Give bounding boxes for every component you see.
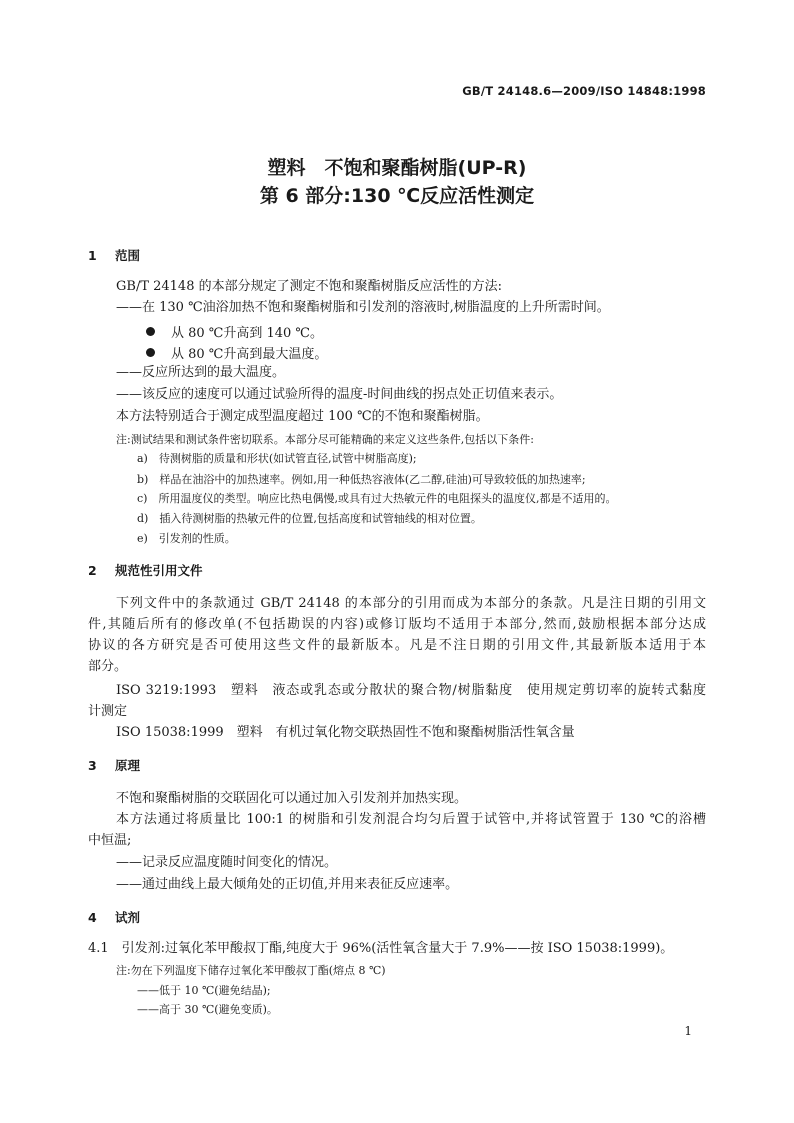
principle-dash-2: ——通过曲线上最大倾角处的正切值,并用来表征反应速率。 [116,877,459,892]
scope-note-b: b) 样品在油浴中的加热速率。例如,用一种低热容液体(乙二醇,硅油)可导致较低的加热速率; [137,473,586,486]
section-title: 原理 [115,758,141,773]
refs-line-1: 下列文件中的条款通过 GB/T 24148 的本部分的引用而成为本部分的条款。凡是注日期的引用文 [116,596,706,611]
section-2-heading [88,561,203,579]
scope-bullet-2: 从 80 ℃升高到最大温度。 [146,343,327,362]
scope-bullet-1: 从 80 ℃升高到 140 ℃。 [146,322,323,341]
refs-line-3: 协议的各方研究是否可使用这些文件的最新版本。凡是不注日期的引用文件,其最新版本适用于本 [88,638,706,653]
scope-dash-2: ——反应所达到的最大温度。 [116,365,286,380]
ref-iso-3219: ISO 3219:1993 塑料 液态或乳态或分散状的聚合物/树脂黏度 使用规定剪切率的旋转式黏度 [116,683,706,698]
bullet-icon [146,327,155,336]
section-number: 1 [88,248,97,263]
scope-intro: GB/T 24148 的本部分规定了测定不饱和聚酯树脂反应活性的方法: [116,279,502,294]
section-title: 规范性引用文件 [115,563,203,578]
refs-line-4: 部分。 [88,659,128,674]
document-title-line2: 第 6 部分:130 ℃反应活性测定 [259,185,535,207]
scope-dash-3: ——该反应的速度可以通过试验所得的温度-时间曲线的拐点处正切值来表示。 [116,387,563,402]
document-title-line1: 塑料 不饱和聚酯树脂(UP-R) [267,157,527,179]
reagent-note-1: ——低于 10 ℃(避免结晶); [137,984,271,997]
scope-note-c: c) 所用温度仪的类型。响应比热电偶慢,或具有过大热敏元件的电阻探头的温度仪,都是不适用的。 [137,492,617,505]
section-1-heading [88,246,140,264]
scope-note-e: e) 引发剂的性质。 [137,532,236,545]
section-number: 3 [88,758,97,773]
section-title: 范围 [115,248,141,263]
section-3-heading [88,756,140,774]
reagent-4-1: 4.1 引发剂:过氧化苯甲酸叔丁酯,纯度大于 96%(活性氧含量大于 7.9%——按 ISO 15038:1999)。 [88,941,674,956]
scope-paragraph-2: 本方法特别适合于测定成型温度超过 100 ℃的不饱和聚酯树脂。 [116,409,489,424]
scope-note-d: d) 插入待测树脂的热敏元件的位置,包括高度和试管轴线的相对位置。 [137,512,482,525]
principle-paragraph-1: 不饱和聚酯树脂的交联固化可以通过加入引发剂并加热实现。 [116,791,468,806]
standard-code-header: GB/T 24148.6—2009/ISO 14848:1998 [462,84,706,98]
principle-paragraph-2-cont: 中恒温; [88,833,132,848]
bullet-icon [146,348,155,357]
section-4-heading [88,908,140,926]
scope-note: 注:测试结果和测试条件密切联系。本部分尽可能精确的来定义这些条件,包括以下条件: [116,433,534,446]
principle-dash-1: ——记录反应温度随时间变化的情况。 [116,855,338,870]
page-number: 1 [684,1024,692,1038]
section-title: 试剂 [115,910,141,925]
section-number: 4 [88,910,97,925]
reagent-note-2: ——高于 30 ℃(避免变质)。 [137,1003,278,1016]
scope-note-a: a) 待测树脂的质量和形状(如试管直径,试管中树脂高度); [137,452,417,465]
reagent-note: 注:勿在下列温度下储存过氧化苯甲酸叔丁酯(熔点 8 ℃) [116,964,386,977]
principle-paragraph-2: 本方法通过将质量比 100:1 的树脂和引发剂混合均匀后置于试管中,并将试管置于 130 ℃的浴槽 [116,812,706,827]
section-number: 2 [88,563,97,578]
ref-iso-15038: ISO 15038:1999 塑料 有机过氧化物交联热固性不饱和聚酯树脂活性氧含量 [116,725,575,740]
ref-iso-3219-cont: 计测定 [88,704,128,719]
refs-line-2: 件,其随后所有的修改单(不包括勘误的内容)或修订版均不适用于本部分,然而,鼓励根据本部分达成 [88,617,706,632]
scope-dash-1: ——在 130 ℃油浴加热不饱和聚酯树脂和引发剂的溶液时,树脂温度的上升所需时间。 [116,300,610,315]
